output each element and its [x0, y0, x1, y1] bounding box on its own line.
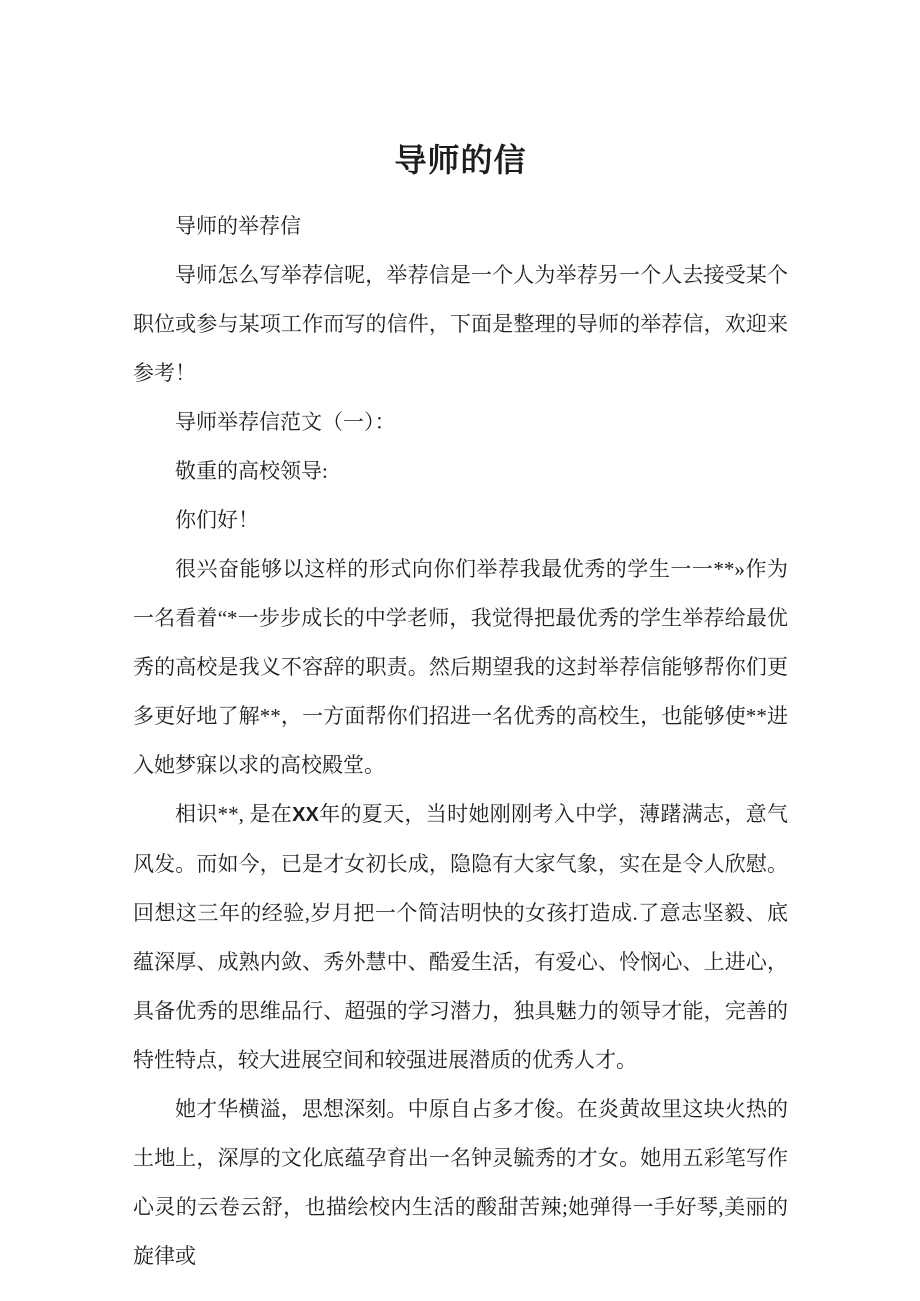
- text-run: 导师举荐信范文（一）：: [175, 410, 396, 434]
- paragraph: [133, 398, 788, 447]
- paragraph: [133, 447, 788, 496]
- document-body: [133, 202, 788, 1281]
- text-run: 导师的举荐信: [175, 214, 301, 238]
- text-run: 年的夏天，当时她刚刚考入中学，薄躇满志，意气风发。而如今，已是才女初长成，隐隐有大家气象，实在是令人欣慰。回想这三年的经验,岁月把一个简洁明快的女孩打造成.了意志坚毅、底蕴深厚、成熟内敛、秀外慧中、酷爱生活，有爱心、怜悯心、上进心，具备优秀的思维品行、超强的学习潜力，独具魅力的领导才能，完善的特性特点，较大进展空间和较强进展潜质的优秀人才。: [133, 802, 789, 1072]
- paragraph: [133, 545, 788, 790]
- text-run: 你们好！: [175, 508, 259, 532]
- paragraph: [133, 202, 788, 251]
- text-run: 敬重的高校领导:: [175, 459, 328, 483]
- text-run: 她才华横溢，思想深刻。中原自占多才俊。在炎黄故里这块火热的土地上，深厚的文化底蕴孕育出一名钟灵毓秀的才女。她用五彩笔写作心灵的云卷云舒，也描绘校内生活的酸甜苦辣;她弹得一手好琴,美丽的旋律或: [133, 1097, 788, 1268]
- paragraph: [133, 790, 788, 1085]
- paragraph: [133, 1085, 788, 1281]
- text-run: 导师怎么写举荐信呢，举荐信是一个人为举荐另一个人去接受某个职位或参与某项工作而写的信件，下面是整理的导师的举荐信，欢迎来参考！: [133, 263, 788, 385]
- document-title: 导师的信: [394, 142, 527, 178]
- paragraph: [133, 251, 788, 398]
- text-run: 很兴奋能够以这样的形式向你们举荐我最优秀的学生一一**»作为一名看着“*一步步成长的中学老师，我觉得把最优秀的学生举荐给最优秀的高校是我义不容辞的职责。然后期望我的这封举荐信能够帮你们更多更好地了解**，一方面帮你们招进一名优秀的高校生，也能够使**进入她梦寐以求的高校殿堂。: [133, 557, 788, 777]
- text-run-bold: XX: [292, 804, 319, 826]
- paragraph: [133, 496, 788, 545]
- text-run: 相识**, 是在: [175, 802, 293, 826]
